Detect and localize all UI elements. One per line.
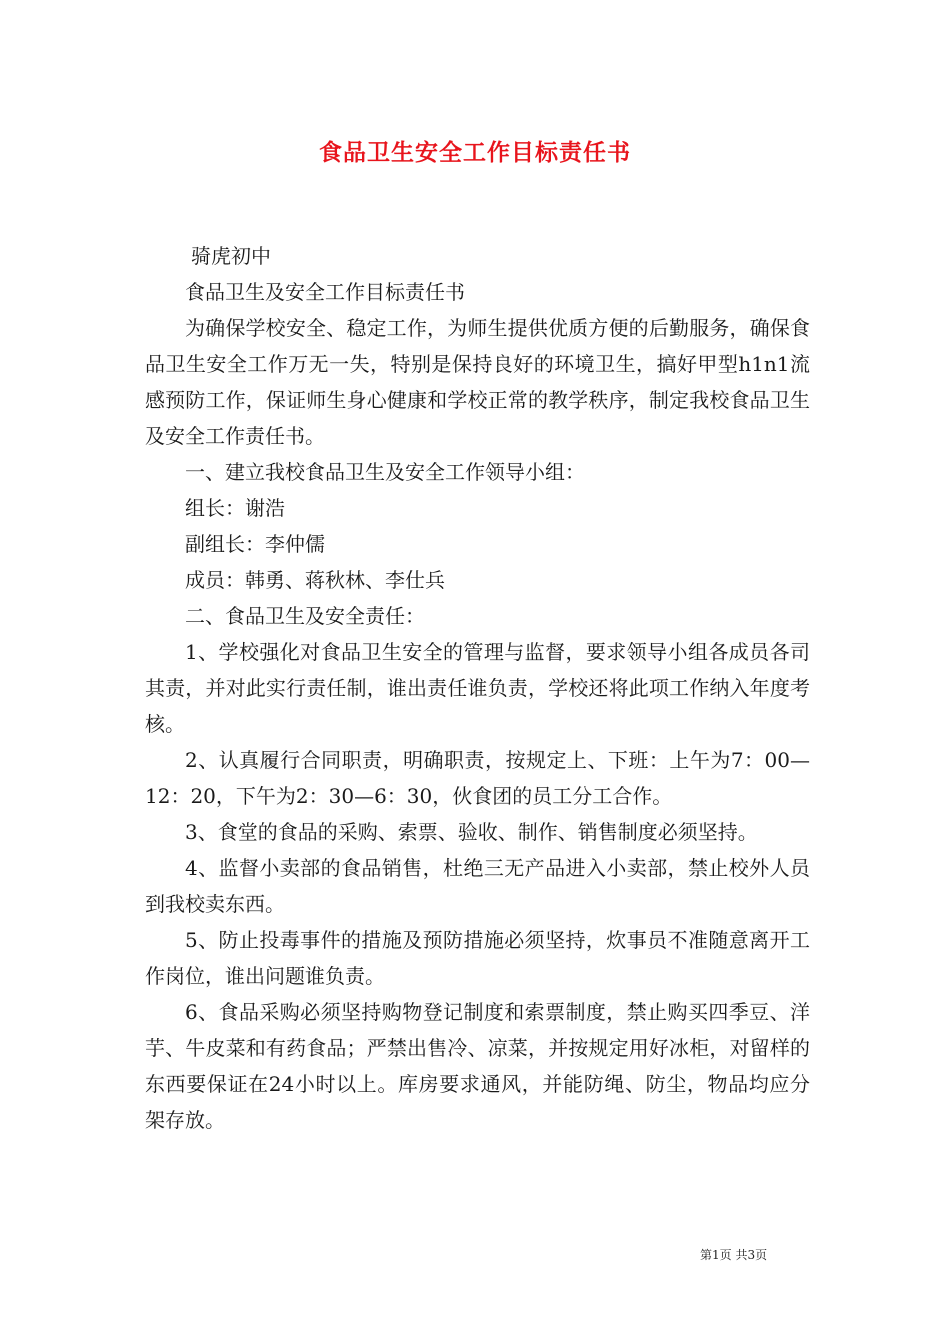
item-1: 1、学校强化对食品卫生安全的管理与监督，要求领导小组各成员各司其责，并对此实行责任制，谁出责任谁负责，学校还将此项工作纳入年度考核。: [145, 640, 810, 736]
page-number: 第1页 共3页: [700, 1248, 768, 1262]
item-5: 5、防止投毒事件的措施及预防措施必须坚持，炊事员不准随意离开工作岗位，谁出问题谁负责。: [145, 928, 810, 988]
item-2: 2、认真履行合同职责，明确职责，按规定上、下班：上午为7：00—12：20，下午为2：30—6：30，伙食团的员工分工合作。: [145, 748, 810, 808]
item-6: 6、食品采购必须坚持购物登记制度和索票制度，禁止购买四季豆、洋芋、牛皮菜和有药食品；严禁出售冷、凉菜，并按规定用好冰柜，对留样的东西要保证在24小时以上。库房要求通风，并能防绳、防尘，物品均应分架存放。: [145, 1000, 810, 1132]
document-body: [145, 238, 810, 1138]
deputy-leader: 副组长：李仲儒: [185, 532, 325, 556]
section-1-heading: 一、建立我校食品卫生及安全工作领导小组：: [185, 460, 585, 484]
item-4: 4、监督小卖部的食品销售，杜绝三无产品进入小卖部，禁止校外人员到我校卖东西。: [145, 856, 810, 916]
section-2-heading: 二、食品卫生及安全责任：: [185, 604, 425, 628]
intro-paragraph: 为确保学校安全、稳定工作，为师生提供优质方便的后勤服务，确保食品卫生安全工作万无一失，特别是保持良好的环境卫生，搞好甲型h1n1流感预防工作，保证师生身心健康和学校正常的教学秩序，制定我校食品卫生及安全工作责任书。: [145, 316, 810, 448]
doc-subtitle: 食品卫生及安全工作目标责任书: [185, 280, 465, 304]
group-members: 成员：韩勇、蒋秋林、李仕兵: [185, 568, 445, 592]
group-leader: 组长：谢浩: [185, 496, 285, 520]
document-title: 食品卫生安全工作目标责任书: [319, 140, 631, 166]
school-name: 骑虎初中: [191, 244, 271, 268]
item-3: 3、食堂的食品的采购、索票、验收、制作、销售制度必须坚持。: [185, 820, 758, 844]
